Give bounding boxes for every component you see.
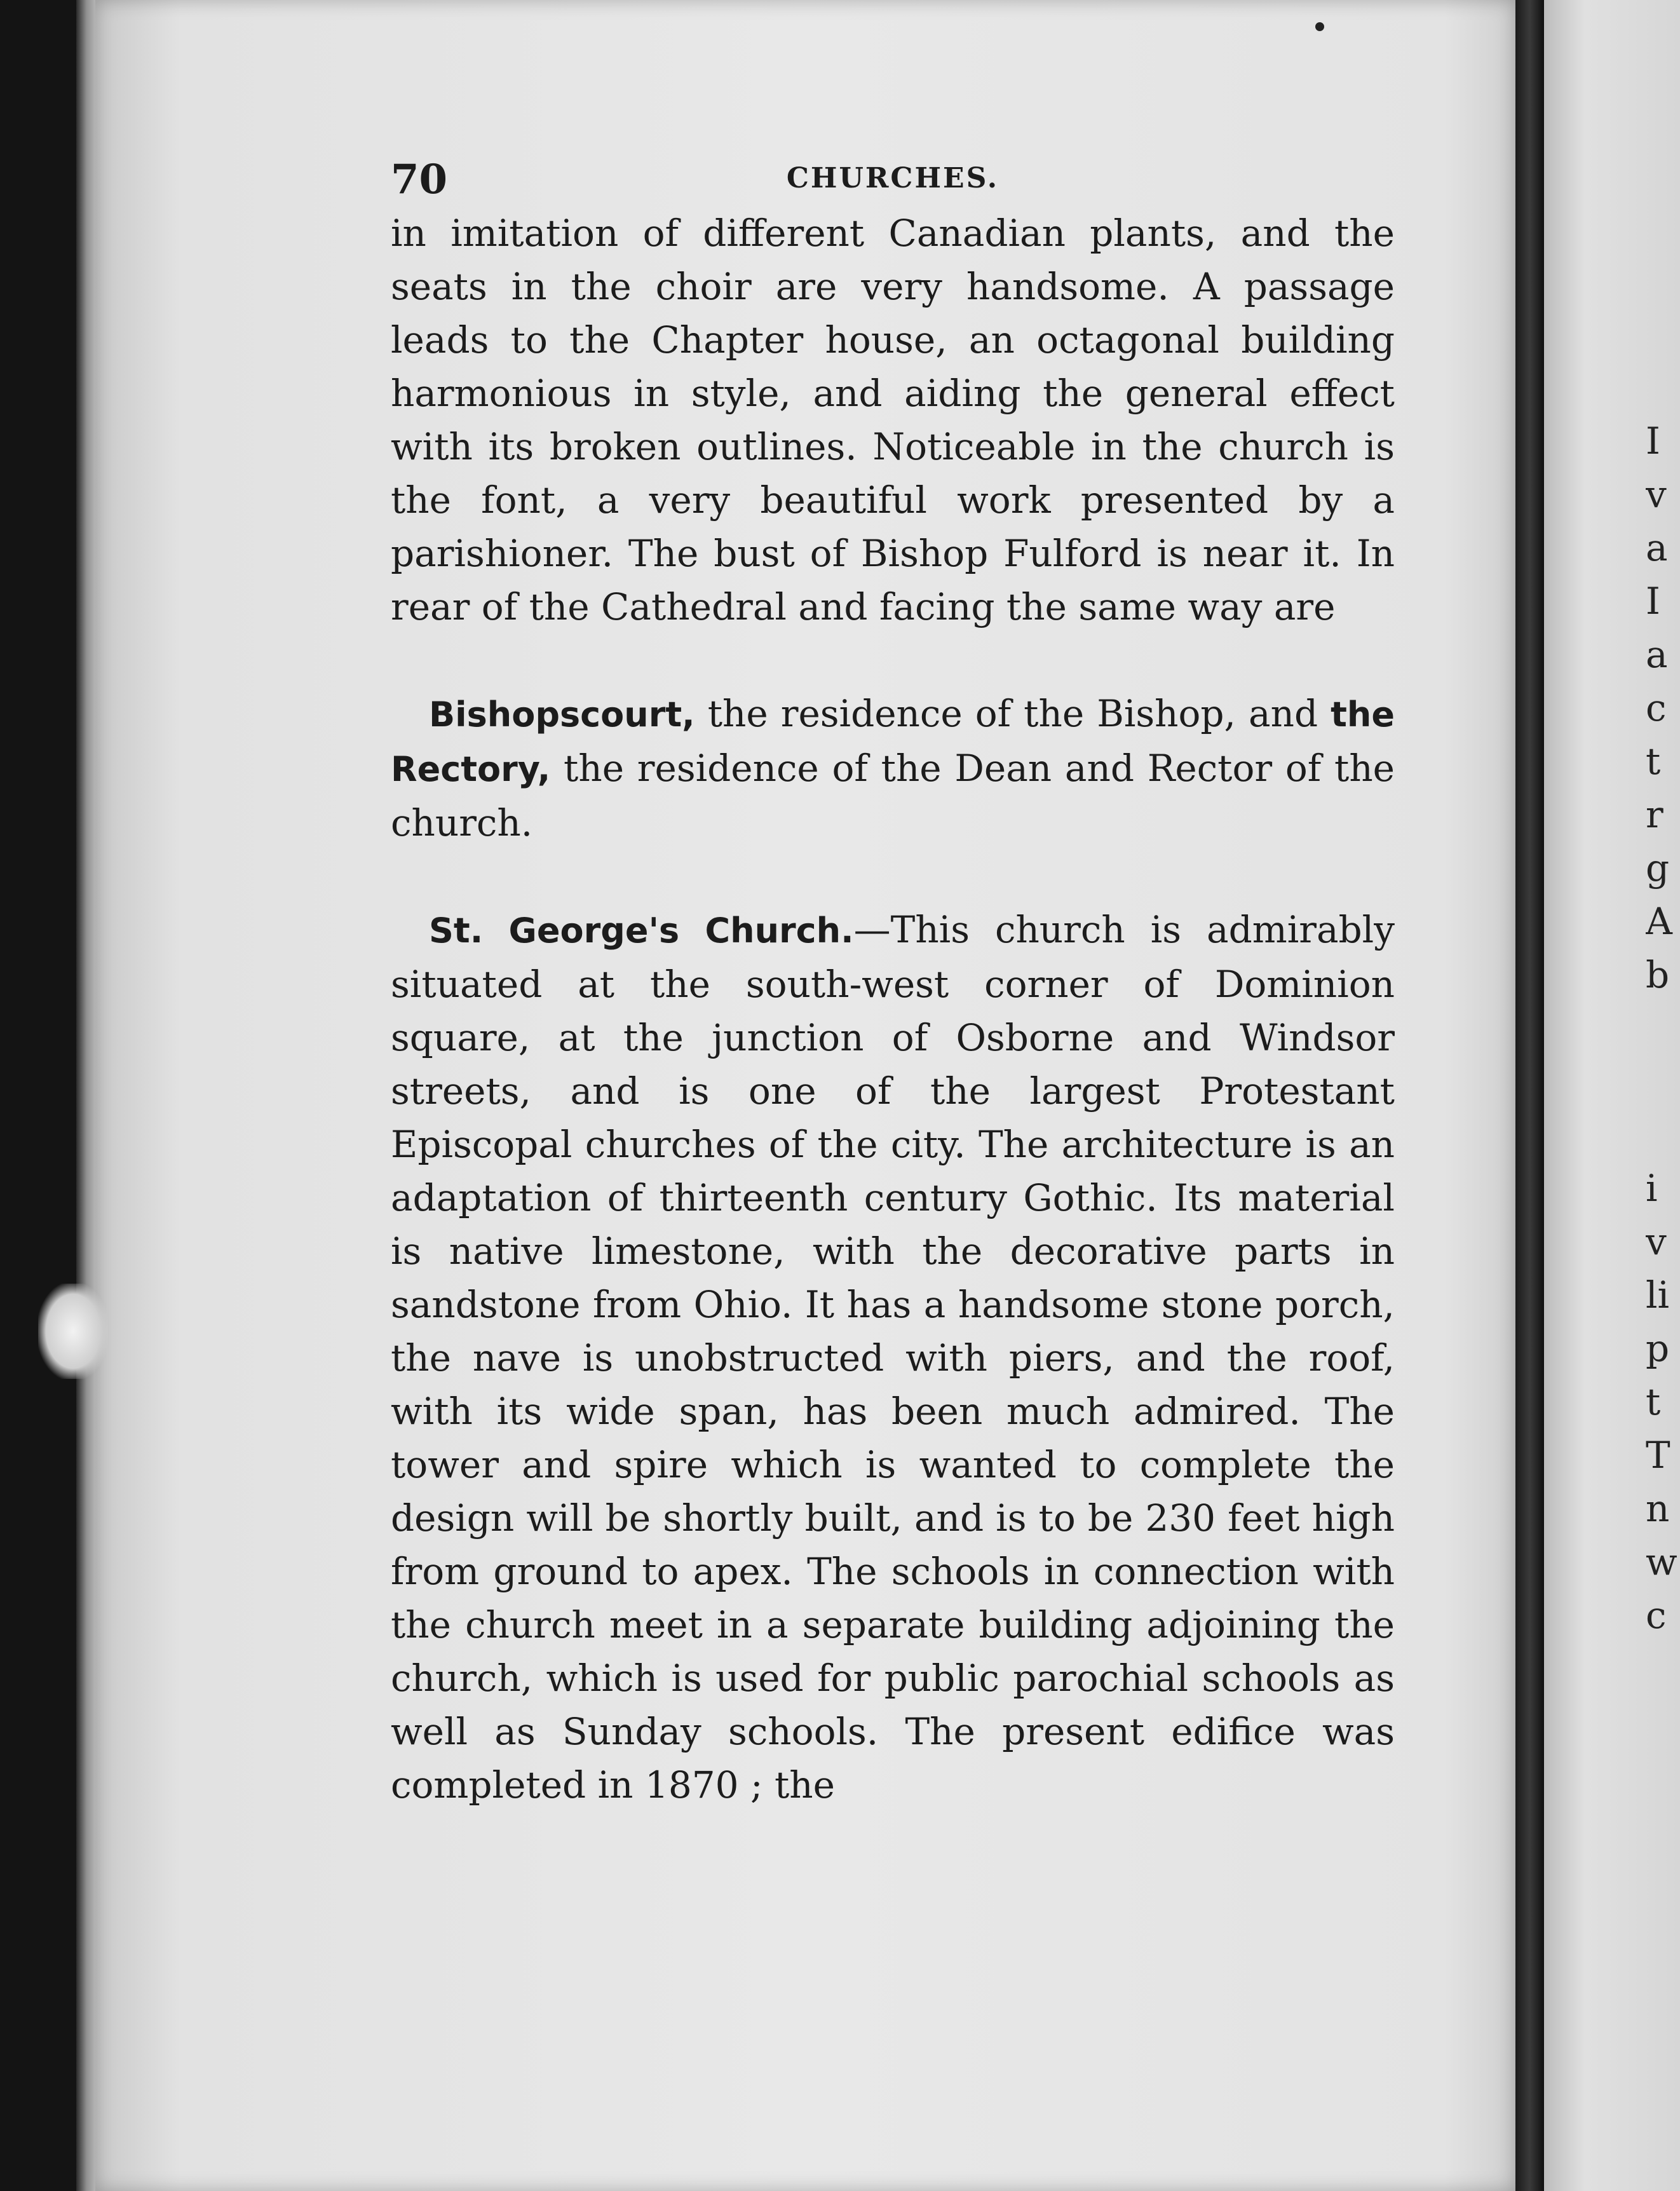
paragraph-text: in imitation of different Canadian plants, and the seats in the choir are very handsome. A passage leads to the Chapter house, an octagonal building harmonious in style, and aiding the general effect with its broken outlines. Noticeable in the church is the font, a very beautiful work presented by a parishioner. The bust of Bishop Fulford is near it. In rear of the Cathedral and facing the same way are	[391, 212, 1395, 628]
paragraph-st-georges	[391, 903, 1395, 1812]
facing-page-letter: I	[1646, 419, 1660, 463]
paragraph-text: the residence of the Bishop, and	[694, 692, 1331, 735]
paragraph-heading: Bishopscourt,	[429, 695, 695, 735]
facing-page-letter: p	[1646, 1327, 1670, 1370]
facing-page-letter: w	[1646, 1540, 1677, 1584]
facing-page-letter: T	[1646, 1434, 1670, 1477]
book-gutter	[1515, 0, 1544, 2191]
facing-page-letter: v	[1646, 1220, 1667, 1263]
scan-smudge	[38, 1284, 108, 1379]
facing-page-letter	[1646, 1001, 1680, 1055]
facing-page-letter	[1646, 361, 1680, 414]
paragraph-heading-rectory: the Rectory,	[391, 695, 1395, 789]
page-title: CHURCHES.	[786, 162, 999, 194]
facing-page-letter: t	[1646, 740, 1661, 783]
page-text	[391, 156, 1395, 1812]
facing-page-letter: A	[1646, 900, 1672, 943]
facing-page-letter: v	[1646, 473, 1667, 516]
facing-page-letter: li	[1646, 1273, 1670, 1317]
facing-page-letter: c	[1646, 1594, 1667, 1637]
facing-page-letter: c	[1646, 686, 1667, 729]
paragraph-heading: St. George's Church.	[429, 911, 854, 951]
scan-speck	[1315, 22, 1324, 31]
facing-page-letter: a	[1646, 633, 1668, 676]
page-number: 70	[391, 156, 448, 203]
facing-page-letter	[1646, 254, 1680, 308]
facing-page-letter: b	[1646, 953, 1670, 996]
facing-page-letter: I	[1646, 580, 1660, 623]
running-head	[391, 156, 1395, 207]
paragraph-continuation	[391, 207, 1395, 634]
facing-page-letter	[1646, 1108, 1680, 1162]
facing-page-letter	[1646, 1055, 1680, 1108]
facing-page-letter	[1646, 308, 1680, 361]
facing-page-letter: n	[1646, 1487, 1670, 1530]
facing-page-text	[1646, 254, 1680, 1642]
facing-page-letter: a	[1646, 526, 1668, 569]
facing-page-letter: r	[1646, 793, 1663, 836]
paragraph-bishopscourt	[391, 687, 1395, 850]
facing-page-letter: i	[1646, 1167, 1658, 1210]
paragraph-text: —This church is admirably situated at the south-west corner of Dominion square, at the junction of Osborne and Windsor streets, and is one of the largest Protestant Episcopal churches of the city. The architecture is an adaptation of thirteenth century Gothic. Its material is native limestone, with the decorative parts in sandstone from Ohio. It has a handsome stone porch, the nave is unobstructed with piers, and the roof, with its wide span, has been much admired. The tower and spire which is wanted to complete the design will be shortly built, and is to be 230 feet high from ground to apex. The schools in connection with the church meet in a separate building adjoining the church, which is used for public parochial schools as well as Sunday schools. The present edifice was completed in 1870 ; the	[391, 908, 1395, 1807]
paragraph-text-rectory: the residence of the Dean and Rector of the church.	[391, 747, 1395, 845]
facing-page-letter: g	[1646, 846, 1670, 890]
facing-page-letter: t	[1646, 1380, 1661, 1423]
